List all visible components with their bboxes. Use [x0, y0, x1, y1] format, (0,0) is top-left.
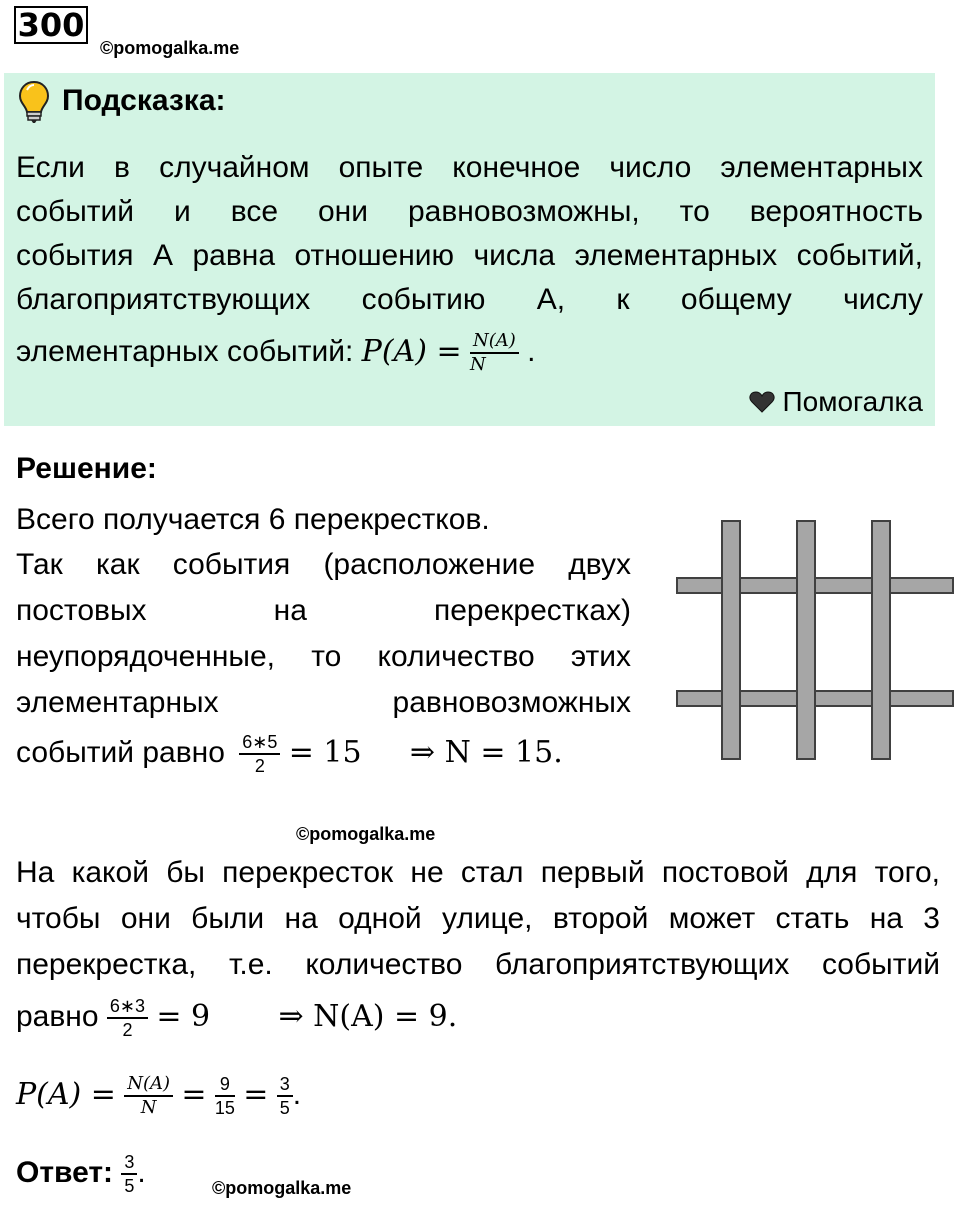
problem-number: 300	[14, 6, 88, 44]
hint-formula-fraction	[470, 330, 519, 376]
solution-line-6	[16, 730, 563, 777]
hint-line-2: событий и все они равновозможны, то вероятность	[16, 195, 923, 228]
vertical-street-3	[872, 521, 890, 759]
para2-line-4	[16, 994, 457, 1041]
para2-line-2: чтобы они были на одной улице, второй может стать на 3	[16, 902, 940, 935]
final-f3-num: 3	[277, 1073, 293, 1097]
hint-line-4: благоприятствующих событию А, к общему числу	[16, 283, 923, 316]
para2-line-3: перекрестка, т.е. количество благоприятствующих событий	[16, 948, 940, 981]
final-lhs: P(A) =	[16, 1077, 116, 1112]
final-f1-den: N	[140, 1097, 157, 1119]
streets-grid-figure	[676, 518, 956, 764]
final-f2-den: 15	[214, 1098, 235, 1119]
hint-formula-den: N	[469, 354, 486, 376]
fraction-na-num: 6∗3	[107, 995, 148, 1019]
hint-formula-end: .	[527, 335, 536, 368]
answer-end: .	[137, 1156, 146, 1189]
final-eq-1: =	[181, 1077, 207, 1112]
fraction-na-den: 2	[122, 1020, 133, 1041]
para2-line-1: На какой бы перекресток не стал первый постовой для того,	[16, 856, 940, 889]
watermark-middle: ©pomogalka.me	[296, 824, 436, 844]
answer-label: Ответ:	[16, 1156, 114, 1189]
hint-line-1: Если в случайном опыте конечное число элементарных	[16, 151, 923, 184]
solution-line-3: постовых на перекрестках)	[16, 594, 631, 627]
solution-line-5: элементарных равновозможных	[16, 686, 631, 719]
watermark-bottom: ©pomogalka.me	[212, 1178, 352, 1198]
final-formula	[16, 1072, 301, 1119]
lightbulb-icon	[18, 80, 50, 124]
solution-line-2: Так как события (расположение двух	[16, 548, 631, 581]
hint-line-5-text: элементарных событий:	[16, 335, 354, 368]
fraction-n-result: = 15	[288, 735, 362, 770]
answer-den: 5	[124, 1176, 135, 1197]
brand-signature	[749, 386, 923, 418]
final-eq-2: =	[243, 1077, 269, 1112]
hint-title: Подсказка:	[62, 84, 226, 117]
vertical-street-1	[722, 521, 740, 759]
hint-line-5	[16, 330, 923, 376]
fraction-n-den: 2	[254, 756, 265, 777]
hint-formula-lhs: P(A) =	[361, 334, 462, 369]
na-implication: ⇒ N(A) = 9.	[278, 999, 458, 1034]
solution-line-6-text: событий равно	[16, 736, 225, 769]
final-fraction-2	[215, 1073, 235, 1119]
answer-line	[16, 1150, 146, 1197]
fraction-n-num: 6∗5	[239, 731, 280, 755]
heart-icon	[749, 391, 775, 413]
fraction-na-result: = 9	[156, 999, 211, 1034]
solution-title: Решение:	[16, 452, 157, 485]
hint-line-3: события А равна отношению числа элементарных событий,	[16, 239, 923, 272]
final-f1-num: N(A)	[124, 1073, 173, 1097]
final-fraction-1	[124, 1073, 173, 1119]
para2-line-4-text: равно	[16, 1000, 99, 1033]
final-end: .	[292, 1078, 302, 1111]
final-fraction-3	[277, 1073, 293, 1119]
answer-num: 3	[121, 1151, 137, 1175]
watermark-top: ©pomogalka.me	[100, 38, 240, 58]
answer-fraction	[121, 1151, 137, 1197]
brand-name: Помогалка	[782, 386, 923, 417]
n-implication: ⇒ N = 15.	[409, 735, 563, 770]
final-f2-num: 9	[215, 1073, 235, 1097]
final-f3-den: 5	[279, 1098, 290, 1119]
fraction-n	[239, 731, 280, 777]
vertical-street-2	[797, 521, 815, 759]
fraction-na	[107, 995, 148, 1041]
solution-line-1: Всего получается 6 перекрестков.	[16, 503, 490, 536]
solution-line-4: неупорядоченные, то количество этих	[16, 640, 631, 673]
hint-formula-num: N(A)	[470, 330, 519, 354]
